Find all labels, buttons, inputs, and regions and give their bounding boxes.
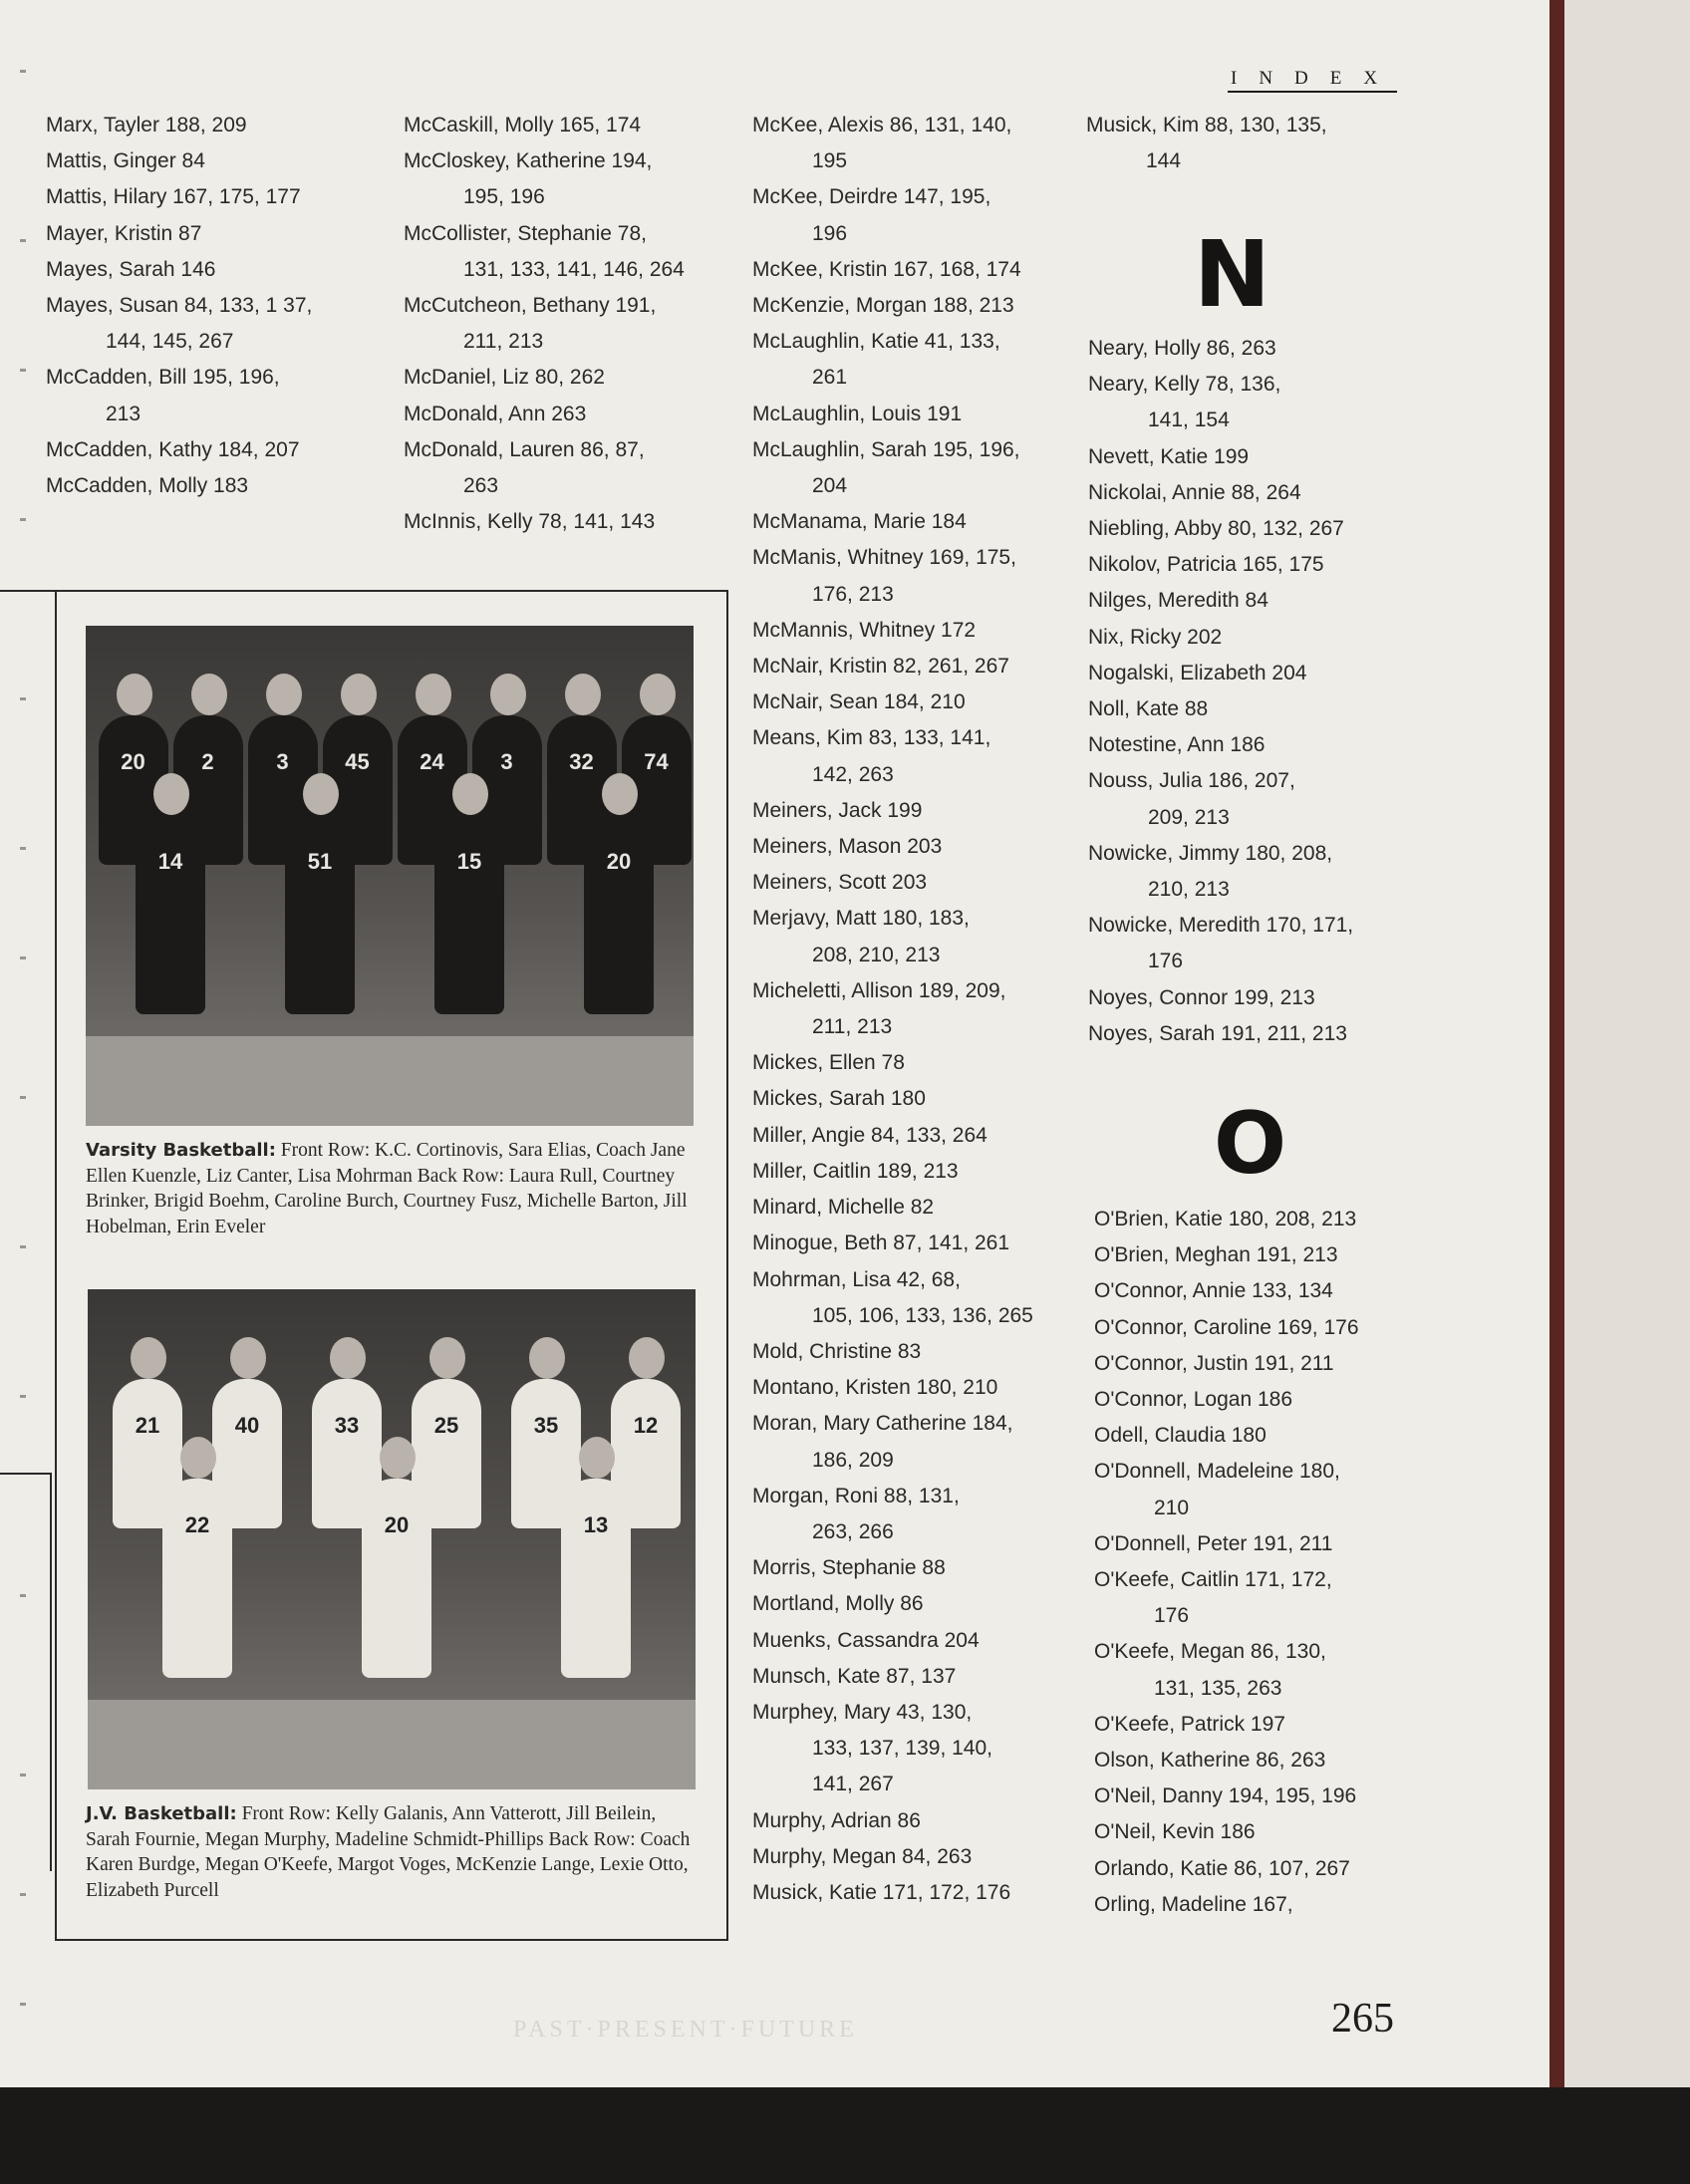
index-entry: Morris, Stephanie 88 (752, 1556, 946, 1580)
index-entry: Nevett, Katie 199 (1088, 444, 1250, 468)
index-entry: Odell, Claudia 180 (1094, 1424, 1267, 1448)
index-entry: McDaniel, Liz 80, 262 (404, 366, 605, 390)
index-entry: Mortland, Molly 86 (752, 1592, 924, 1616)
index-entry: Musick, Katie 171, 172, 176 (752, 1880, 1011, 1904)
section-letter-o: O (1214, 1094, 1287, 1194)
index-column-4-n (1088, 331, 1353, 1052)
player-figure (362, 1479, 431, 1678)
index-entry: 131, 133, 141, 146, 264 (463, 257, 685, 281)
index-entry: Means, Kim 83, 133, 141, (752, 726, 991, 750)
index-entry: 213 (106, 402, 141, 425)
index-entry: 141, 267 (812, 1773, 894, 1796)
index-entry: Mickes, Sarah 180 (752, 1087, 926, 1111)
varsity-team-photo (86, 626, 694, 1126)
player-head (303, 773, 339, 815)
index-entry: Meiners, Scott 203 (752, 871, 928, 895)
binding-mark (20, 847, 26, 850)
varsity-caption-team: Varsity Basketball: (86, 1140, 276, 1161)
player-head (341, 674, 377, 715)
index-entry: O'Brien, Meghan 191, 213 (1094, 1243, 1338, 1267)
player-head (640, 674, 676, 715)
binding-mark (20, 1893, 26, 1896)
index-entry: O'Connor, Annie 133, 134 (1094, 1279, 1333, 1303)
index-entry: McNair, Kristin 82, 261, 267 (752, 655, 1009, 679)
index-entry: 210, 213 (1148, 878, 1230, 902)
player-head (180, 1437, 216, 1479)
index-entry: 144, 145, 267 (106, 330, 234, 354)
index-entry: O'Neil, Danny 194, 195, 196 (1094, 1784, 1357, 1808)
index-entry: Mohrman, Lisa 42, 68, (752, 1267, 961, 1291)
index-entry: Mattis, Ginger 84 (46, 149, 205, 173)
index-entry: Mayer, Kristin 87 (46, 221, 202, 245)
index-entry: McCutcheon, Bethany 191, (404, 294, 657, 318)
varsity-caption-text: Front Row: K.C. Cortinovis, Sara Elias, Coach Jane Ellen Kuenzle, Liz Canter, Lisa Mohrman Back Row: Laura Rull, Courtney Brinker, Brigid Boehm, Caroline Burch, Courtney Fusz, Michelle Barton, Jill Hobelman, Erin Eveler (86, 1140, 688, 1237)
player-head (117, 674, 152, 715)
index-entry: O'Donnell, Madeleine 180, (1094, 1460, 1340, 1484)
player-figure (561, 1479, 631, 1678)
jv-caption (86, 1801, 696, 1903)
jersey-number: 25 (433, 1413, 459, 1438)
index-entry: McCadden, Kathy 184, 207 (46, 437, 300, 461)
binding-mark (20, 1594, 26, 1597)
index-entry: O'Connor, Justin 191, 211 (1094, 1351, 1334, 1375)
index-entry: Orling, Madeline 167, (1094, 1892, 1293, 1916)
binding-mark (20, 1245, 26, 1248)
index-entry: Olson, Katherine 86, 263 (1094, 1749, 1326, 1773)
player-head (490, 674, 526, 715)
index-entry: McKee, Alexis 86, 131, 140, (752, 114, 1012, 136)
jersey-number: 2 (201, 749, 214, 774)
index-entry: 131, 135, 263 (1154, 1676, 1282, 1700)
index-entry: Murphy, Megan 84, 263 (752, 1844, 973, 1868)
index-entry: Niebling, Abby 80, 132, 267 (1088, 517, 1344, 541)
jersey-number: 20 (606, 849, 632, 874)
index-entry: Morgan, Roni 88, 131, (752, 1484, 960, 1507)
index-entry: O'Connor, Logan 186 (1094, 1388, 1292, 1412)
index-entry: McManama, Marie 184 (752, 510, 967, 534)
left-box-top (0, 1473, 52, 1475)
jersey-number: 32 (569, 749, 594, 774)
jv-team-photo (88, 1289, 696, 1789)
index-entry: Musick, Kim 88, 130, 135, (1086, 114, 1327, 136)
player-head (416, 674, 451, 715)
index-entry: 141, 154 (1148, 409, 1230, 432)
jv-caption-text: Front Row: Kelly Galanis, Ann Vatterott, Jill Beilein, Sarah Fournie, Megan Murphy, Madeline Schmidt-Phillips Back Row: Coach Karen Burdge, Megan O'Keefe, Margot Voges, McKenzie Lange, Lexie Otto, Elizabeth Purcell (86, 1803, 691, 1901)
index-entry: Notestine, Ann 186 (1088, 733, 1266, 757)
index-entry: McInnis, Kelly 78, 141, 143 (404, 510, 656, 534)
index-entry: Moran, Mary Catherine 184, (752, 1412, 1013, 1436)
index-entry: Mayes, Susan 84, 133, 1 37, (46, 294, 313, 318)
index-entry: Nouss, Julia 186, 207, (1088, 769, 1295, 793)
index-entry: 176, 213 (812, 582, 894, 606)
binding-mark (20, 1395, 26, 1398)
index-entry: 176 (1148, 950, 1184, 973)
player-head (266, 674, 302, 715)
jersey-number: 40 (234, 1413, 260, 1438)
index-entry: Micheletti, Allison 189, 209, (752, 978, 1006, 1002)
index-entry: Merjavy, Matt 180, 183, (752, 907, 970, 931)
index-entry: 176 (1154, 1604, 1190, 1628)
index-entry: Nowicke, Jimmy 180, 208, (1088, 841, 1333, 865)
gym-floor (86, 1036, 694, 1126)
left-box-side (50, 1473, 52, 1871)
jersey-number: 20 (384, 1512, 410, 1537)
index-entry: Montano, Kristen 180, 210 (752, 1376, 998, 1400)
index-entry: McCadden, Molly 183 (46, 474, 249, 498)
index-entry: Meiners, Jack 199 (752, 798, 923, 822)
index-entry: 211, 213 (463, 330, 544, 354)
index-entry: 261 (812, 366, 848, 390)
binding-mark (20, 1774, 26, 1776)
index-entry: Noyes, Sarah 191, 211, 213 (1088, 1021, 1347, 1045)
jersey-number: 15 (456, 849, 482, 874)
binding-mark (20, 70, 26, 73)
player-figure (136, 815, 205, 1014)
index-entry: Minard, Michelle 82 (752, 1196, 935, 1220)
jersey-number: 21 (135, 1413, 160, 1438)
index-entry: Munsch, Kate 87, 137 (752, 1664, 957, 1688)
jersey-number: 45 (345, 749, 370, 774)
player-figure (162, 1479, 232, 1678)
section-letter-n: N (1194, 221, 1270, 328)
player-head (131, 1337, 166, 1379)
jersey-number: 14 (157, 849, 183, 874)
binding-mark (20, 518, 26, 521)
index-entry: Muenks, Cassandra 204 (752, 1628, 980, 1652)
index-entry: Minogue, Beth 87, 141, 261 (752, 1231, 1010, 1255)
index-entry: McCaskill, Molly 165, 174 (404, 114, 642, 136)
index-entry: Miller, Caitlin 189, 213 (752, 1159, 959, 1183)
index-entry: McCollister, Stephanie 78, (404, 221, 647, 245)
index-entry: Nix, Ricky 202 (1088, 625, 1223, 649)
player-head (429, 1337, 465, 1379)
footer-theme: PAST·PRESENT·FUTURE (513, 2017, 858, 2043)
index-entry: 105, 106, 133, 136, 265 (812, 1303, 1033, 1327)
index-entry: Marx, Tayler 188, 209 (46, 114, 247, 136)
index-entry: Mayes, Sarah 146 (46, 257, 216, 281)
binding-mark (20, 956, 26, 959)
varsity-caption (86, 1138, 696, 1239)
player-figure (434, 815, 504, 1014)
index-entry: Mold, Christine 83 (752, 1339, 922, 1363)
binding-marks (0, 0, 40, 2087)
section-label-underline (1228, 91, 1397, 93)
index-entry: McManis, Whitney 169, 175, (752, 546, 1016, 570)
index-entry: McLaughlin, Louis 191 (752, 402, 963, 425)
index-entry: Nogalski, Elizabeth 204 (1088, 661, 1307, 684)
player-head (565, 674, 601, 715)
index-entry: McMannis, Whitney 172 (752, 618, 977, 642)
index-entry: 210 (1154, 1496, 1190, 1519)
index-entry: Mickes, Ellen 78 (752, 1051, 905, 1075)
jersey-number: 35 (533, 1413, 559, 1438)
player-head (380, 1437, 416, 1479)
index-entry: McDonald, Ann 263 (404, 402, 587, 425)
jersey-number: 74 (644, 749, 669, 774)
binding-spine (1549, 0, 1564, 2087)
binding-mark (20, 697, 26, 700)
binding-mark (20, 239, 26, 242)
player-head (191, 674, 227, 715)
player-figure (584, 815, 654, 1014)
section-label: INDEX (1231, 68, 1400, 89)
index-entry: 208, 210, 213 (812, 943, 941, 966)
left-rule (0, 590, 55, 592)
index-entry: 144 (1146, 149, 1182, 173)
index-entry: Meiners, Mason 203 (752, 835, 943, 859)
index-entry: 196 (812, 221, 848, 245)
index-entry: 195, 196 (463, 185, 545, 209)
scan-border (0, 2087, 1690, 2184)
index-entry: McKee, Kristin 167, 168, 174 (752, 257, 1021, 281)
index-entry: 133, 137, 139, 140, (812, 1737, 992, 1761)
jersey-number: 3 (500, 749, 513, 774)
index-entry: 142, 263 (812, 762, 894, 786)
index-entry: McCadden, Bill 195, 196, (46, 366, 280, 390)
index-entry: Orlando, Katie 86, 107, 267 (1094, 1856, 1350, 1880)
index-entry: Neary, Kelly 78, 136, (1088, 373, 1281, 397)
index-column-1 (46, 108, 312, 504)
index-entry: 204 (812, 474, 848, 498)
jersey-number: 51 (307, 849, 333, 874)
index-entry: Nikolov, Patricia 165, 175 (1088, 553, 1324, 577)
jv-caption-team: J.V. Basketball: (86, 1803, 237, 1824)
index-entry: Nowicke, Meredith 170, 171, (1088, 914, 1354, 938)
binding-mark (20, 369, 26, 372)
player-head (629, 1337, 665, 1379)
player-head (153, 773, 189, 815)
jersey-number: 20 (121, 749, 145, 774)
index-entry: O'Neil, Kevin 186 (1094, 1820, 1256, 1844)
index-column-3 (752, 108, 1033, 1911)
index-entry: McLaughlin, Katie 41, 133, (752, 330, 1000, 354)
index-column-4-o (1094, 1202, 1359, 1923)
index-entry: O'Brien, Katie 180, 208, 213 (1094, 1208, 1357, 1230)
index-entry: O'Donnell, Peter 191, 211 (1094, 1531, 1333, 1555)
index-entry: O'Keefe, Caitlin 171, 172, (1094, 1568, 1332, 1592)
player-head (452, 773, 488, 815)
player-head (330, 1337, 366, 1379)
binding-mark (20, 2003, 26, 2006)
index-entry: McKee, Deirdre 147, 195, (752, 185, 991, 209)
index-entry: 209, 213 (1148, 805, 1230, 829)
index-entry: Nilges, Meredith 84 (1088, 589, 1268, 613)
index-entry: Mattis, Hilary 167, 175, 177 (46, 185, 301, 209)
jersey-number: 22 (184, 1512, 210, 1537)
index-entry: O'Keefe, Megan 86, 130, (1094, 1640, 1326, 1664)
player-head (602, 773, 638, 815)
index-entry: McNair, Sean 184, 210 (752, 690, 966, 714)
index-entry: Murphy, Adrian 86 (752, 1808, 921, 1832)
index-entry: 263, 266 (812, 1519, 894, 1543)
index-entry: 186, 209 (812, 1448, 894, 1472)
binding-mark (20, 1096, 26, 1099)
index-column-2 (404, 108, 685, 540)
index-entry: Miller, Angie 84, 133, 264 (752, 1123, 987, 1147)
index-entry: McDonald, Lauren 86, 87, (404, 437, 645, 461)
page-number: 265 (1331, 1996, 1394, 2042)
index-entry: O'Connor, Caroline 169, 176 (1094, 1315, 1359, 1339)
player-head (529, 1337, 565, 1379)
index-column-4-m (1086, 108, 1327, 179)
index-entry: McLaughlin, Sarah 195, 196, (752, 437, 1020, 461)
index-entry: O'Keefe, Patrick 197 (1094, 1712, 1285, 1736)
jersey-number: 3 (276, 749, 289, 774)
index-entry: Noyes, Connor 199, 213 (1088, 985, 1315, 1009)
index-entry: McCloskey, Katherine 194, (404, 149, 653, 173)
index-entry: 195 (812, 149, 848, 173)
index-entry: Neary, Holly 86, 263 (1088, 337, 1276, 360)
player-head (579, 1437, 615, 1479)
facing-page-edge (1564, 0, 1690, 2087)
jersey-number: 12 (633, 1413, 659, 1438)
player-head (230, 1337, 266, 1379)
jersey-number: 33 (334, 1413, 360, 1438)
jersey-number: 24 (420, 749, 444, 774)
index-entry: 211, 213 (812, 1015, 893, 1039)
index-entry: Noll, Kate 88 (1088, 697, 1209, 721)
index-entry: McKenzie, Morgan 188, 213 (752, 294, 1014, 318)
gym-floor (88, 1700, 696, 1789)
index-entry: Nickolai, Annie 88, 264 (1088, 480, 1301, 504)
index-entry: 263 (463, 474, 499, 498)
index-entry: Murphey, Mary 43, 130, (752, 1700, 973, 1724)
jersey-number: 13 (583, 1512, 609, 1537)
player-figure (285, 815, 355, 1014)
